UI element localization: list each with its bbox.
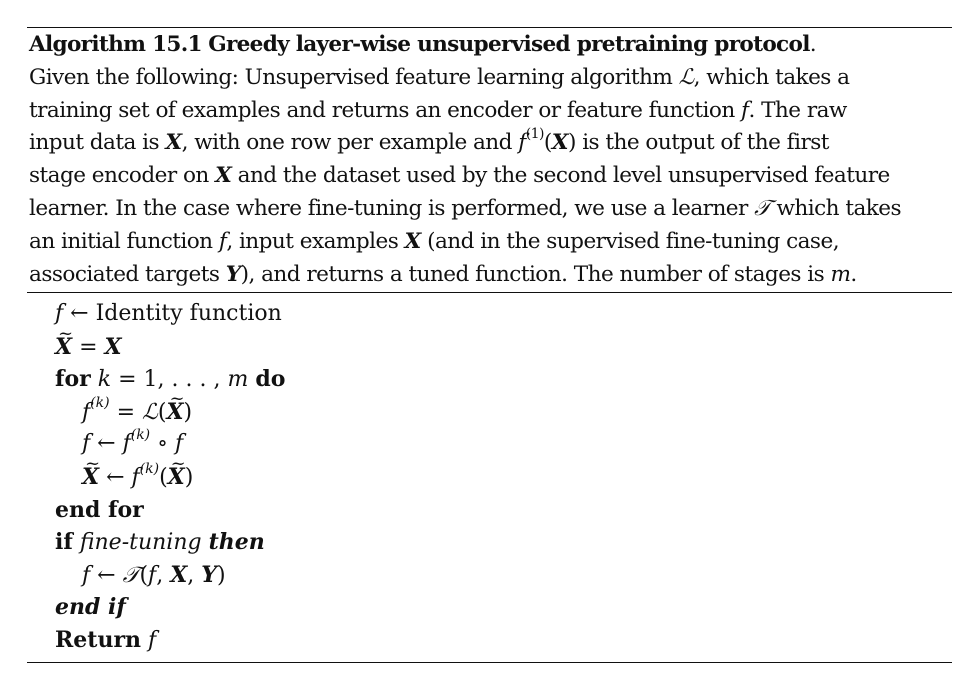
arrow-symbol: ← [90,431,123,457]
header-line-1 [29,29,954,62]
math-X: X [404,228,421,254]
math-f: f [148,562,157,588]
keyword-if: if [55,529,73,556]
compose-symbol: ∘ [150,431,175,457]
text-fragment: which takes [770,195,902,221]
math-L: ℒ [142,399,158,425]
description-line-4 [29,160,954,193]
keyword-for: for [55,366,91,393]
condition-fine-tuning: fine-tuning [79,530,202,556]
math-X: X [170,561,188,588]
math-f: f [122,431,131,457]
keyword-then: then [208,529,265,556]
step-10 [55,591,285,624]
step-11 [55,624,285,657]
top-rule [27,27,952,28]
step-6: ~ X ← $f^{(k)}(\sim$ X) [55,461,285,494]
text-fragment: Given the following: Unsupervised feature learning algorithm [29,64,679,90]
keyword-do: do [255,366,286,393]
step-7 [55,494,285,527]
step-8 [55,526,285,559]
text-fragment: , with one row per example and [181,130,519,156]
math-f: f [218,228,227,254]
text-fragment: , which takes a [693,64,850,90]
text-fragment: , input examples [226,228,405,254]
math-X-tilde: ~ X [55,331,72,364]
text-fragment: . The raw [748,97,847,123]
equals-symbol: = [72,334,105,360]
superscript-k: (k) [130,427,151,444]
math-X-tilde: ~ X [168,461,185,494]
math-X: X [165,130,182,156]
algorithm-label: Algorithm 15.1 [29,32,202,57]
comma: , [187,562,202,588]
arrow-symbol: ← [63,301,96,326]
arrow-symbol: ← [90,562,123,588]
math-X: X [104,333,122,360]
text-fragment: ), and returns a tuned function. The number of stages is [240,261,831,287]
keyword-end-if: end if [55,594,126,621]
superscript-k: (k) [90,395,110,412]
description-line-2 [29,95,954,128]
text-fragment: stage encoder on [29,163,216,189]
math-Y: Y [201,561,217,588]
text-fragment: ) is the output of the first [568,130,829,156]
description-line-3: input data is X, with one row per example and $f^{(1)}(X)$ is the output of the first [29,126,829,156]
math-k: k [97,367,112,393]
bottom-rule [27,662,952,663]
math-f: f [741,97,749,123]
comma: , [156,562,171,588]
math-T: 𝒯 [754,195,771,221]
superscript-1: (1) [525,126,544,143]
description-line-7 [29,259,954,292]
math-X: X [215,163,232,189]
math-X: X [551,130,568,156]
description-line-5 [29,193,954,226]
math-T: 𝒯 [122,562,140,588]
description-line-6 [29,226,954,259]
text-fragment: input data is [29,130,166,156]
title-period: . [809,32,817,57]
math-f: f [148,627,157,653]
text-fragment: Identity function [95,301,282,326]
text-fragment: associated targets [29,261,226,287]
math-m: m [227,367,249,393]
math-f: f [82,562,91,588]
text-fragment: (and in the supervised fine-tuning case, [420,228,840,254]
equals-symbol: = [109,399,142,425]
algorithm-header [29,29,954,291]
text-fragment: = 1, . . . , [111,367,228,393]
math-f: f [131,464,140,490]
step-4: $f^{(k)}$ = ℒ(~ X) [55,396,285,429]
step-9: f ← 𝒯(f, X, Y) [82,561,226,588]
algorithm-body [55,298,285,657]
text-fragment: training set of examples and returns an encoder or feature function [29,97,741,123]
math-f: f [82,431,91,457]
math-X-tilde: ~ X [82,461,99,494]
text-fragment: and the dataset used by the second level unsupervised feature [231,163,890,189]
text-fragment: an initial function [29,228,219,254]
step-2 [55,331,285,364]
arrow-symbol: ← [99,464,132,490]
step-1 [55,298,285,331]
text-fragment: . [850,261,857,287]
math-f: f [518,130,526,156]
description-line-1 [29,62,954,95]
keyword-end-for: end for [55,496,144,523]
middle-rule [27,292,952,293]
text-fragment: learner. In the case where fine-tuning is performed, we use a learner [29,195,755,221]
math-f: f [174,431,184,457]
math-Y: Y [225,261,241,287]
superscript-k: (k) [139,460,160,477]
math-L: ℒ [678,64,694,90]
math-m: m [830,261,851,287]
math-f: f [82,399,91,425]
math-f: f [55,301,64,326]
math-X-tilde: ~ X [166,396,183,429]
keyword-return: Return [55,626,142,653]
algorithm-title: Greedy layer-wise unsupervised pretraining protocol [208,32,810,57]
